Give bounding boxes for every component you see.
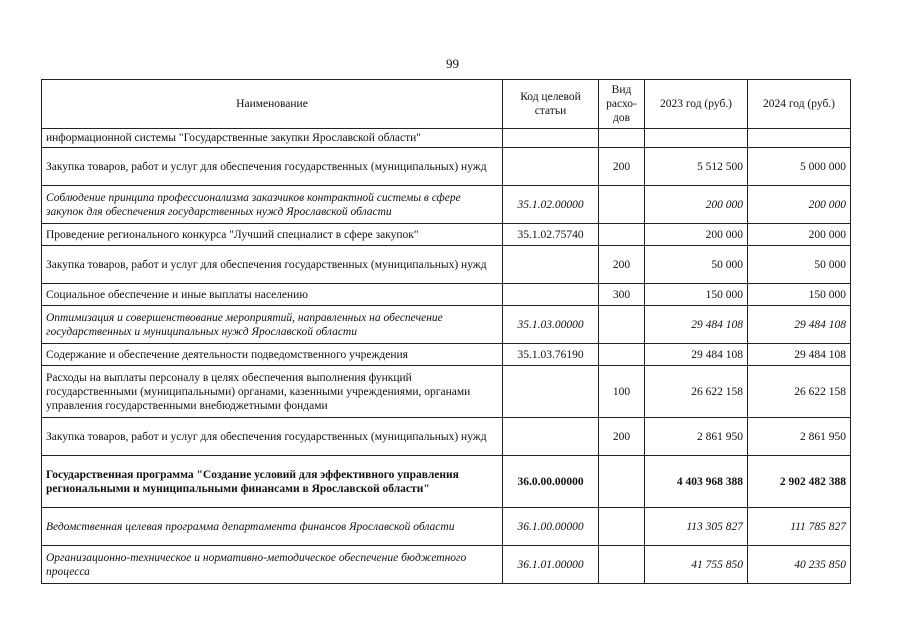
table-row [42,508,851,546]
row-kind [599,344,645,366]
row-code [503,148,599,186]
table-row [42,186,851,224]
row-2024: 111 785 827 [748,508,851,546]
row-kind [599,129,645,148]
row-name: Соблюдение принципа профессионализма заказчиков контрактной системы в сфере закупок для обеспечения государственных нужд Ярославской области [42,186,503,224]
row-name: Закупка товаров, работ и услуг для обеспечения государственных (муниципальных) нужд [42,246,503,284]
row-2024: 29 484 108 [748,344,851,366]
table-row [42,306,851,344]
row-name: информационной системы "Государственные закупки Ярославской области" [42,129,503,148]
table-header-row [42,80,851,129]
table-row [42,224,851,246]
row-name: Социальное обеспечение и иные выплаты населению [42,284,503,306]
table-row [42,148,851,186]
table-row [42,284,851,306]
row-code [503,129,599,148]
row-2024: 200 000 [748,224,851,246]
row-name: Расходы на выплаты персоналу в целях обеспечения выполнения функций государственными (муниципальными) органами, казенными учреждениями, органами управления государственными внебюджетными фондами [42,366,503,418]
row-kind: 200 [599,148,645,186]
table-row [42,246,851,284]
row-code: 36.0.00.00000 [503,456,599,508]
row-name: Государственная программа "Создание условий для эффективного управления региональными и муниципальными финансами в Ярославской области" [42,456,503,508]
row-2023: 26 622 158 [645,366,748,418]
row-2023: 4 403 968 388 [645,456,748,508]
table-row [42,366,851,418]
row-2023: 2 861 950 [645,418,748,456]
row-2023: 5 512 500 [645,148,748,186]
row-2023: 200 000 [645,186,748,224]
row-kind [599,186,645,224]
row-2024: 26 622 158 [748,366,851,418]
row-2024: 40 235 850 [748,546,851,584]
row-code: 35.1.02.75740 [503,224,599,246]
row-code: 36.1.01.00000 [503,546,599,584]
row-kind [599,224,645,246]
row-name: Организационно-техническое и нормативно-методическое обеспечение бюджетного процесса [42,546,503,584]
header-2023: 2023 год (руб.) [645,80,748,129]
row-code: 35.1.03.00000 [503,306,599,344]
row-kind: 200 [599,418,645,456]
row-name: Оптимизация и совершенствование мероприятий, направленных на обеспечение государственных и муниципальных нужд Ярославской области [42,306,503,344]
row-name: Закупка товаров, работ и услуг для обеспечения государственных (муниципальных) нужд [42,418,503,456]
header-name: Наименование [42,80,503,129]
row-2024 [748,129,851,148]
row-code: 36.1.00.00000 [503,508,599,546]
header-kind: Вид расхо-дов [599,80,645,129]
row-2024: 2 861 950 [748,418,851,456]
table-row [42,129,851,148]
row-2024: 29 484 108 [748,306,851,344]
row-name: Ведомственная целевая программа департамента финансов Ярославской области [42,508,503,546]
table-row [42,344,851,366]
row-2023: 29 484 108 [645,344,748,366]
row-2024: 5 000 000 [748,148,851,186]
header-2024: 2024 год (руб.) [748,80,851,129]
row-kind: 100 [599,366,645,418]
row-code [503,246,599,284]
row-code [503,284,599,306]
row-2024: 150 000 [748,284,851,306]
row-name: Проведение регионального конкурса "Лучший специалист в сфере закупок" [42,224,503,246]
row-2023: 113 305 827 [645,508,748,546]
row-2024: 50 000 [748,246,851,284]
budget-table [41,79,851,584]
row-kind: 200 [599,246,645,284]
row-kind [599,546,645,584]
row-code: 35.1.03.76190 [503,344,599,366]
row-2023: 29 484 108 [645,306,748,344]
table-row [42,456,851,508]
row-kind [599,456,645,508]
row-2023: 150 000 [645,284,748,306]
row-kind: 300 [599,284,645,306]
row-code: 35.1.02.00000 [503,186,599,224]
header-code: Код целевой статьи [503,80,599,129]
table-row [42,546,851,584]
row-2023 [645,129,748,148]
row-name: Закупка товаров, работ и услуг для обеспечения государственных (муниципальных) нужд [42,148,503,186]
row-2023: 50 000 [645,246,748,284]
row-2024: 200 000 [748,186,851,224]
row-2024: 2 902 482 388 [748,456,851,508]
row-code [503,418,599,456]
row-2023: 200 000 [645,224,748,246]
page-number: 99 [446,56,459,71]
row-code [503,366,599,418]
row-name: Содержание и обеспечение деятельности подведомственного учреждения [42,344,503,366]
table-row [42,418,851,456]
row-kind [599,508,645,546]
row-kind [599,306,645,344]
row-2023: 41 755 850 [645,546,748,584]
